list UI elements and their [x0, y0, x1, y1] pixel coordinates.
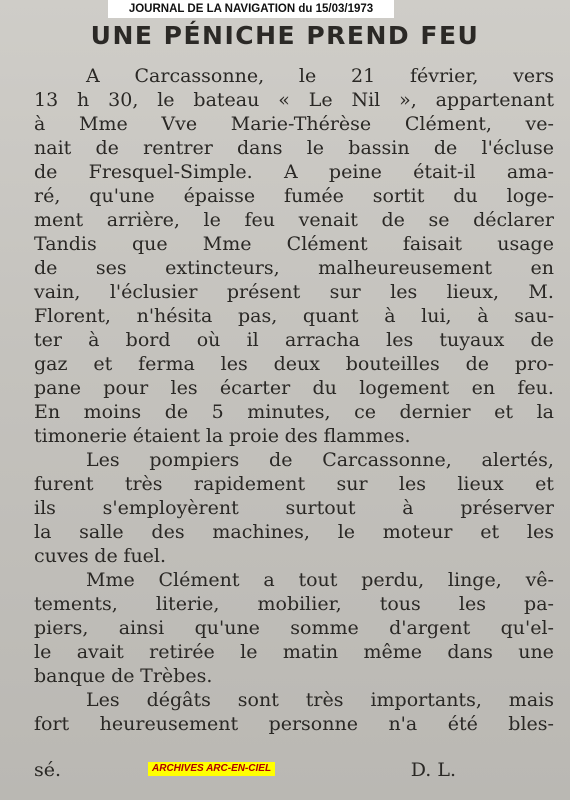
article-word: bateau	[193, 89, 260, 111]
article-word: la	[536, 401, 554, 423]
article-word: lui,	[421, 305, 452, 327]
article-word: épaisse	[183, 185, 256, 207]
article-word: en	[530, 257, 554, 279]
article-word: du	[453, 185, 478, 207]
article-word: les	[170, 377, 198, 399]
article-word: rapidement	[193, 473, 306, 495]
article-word: présent	[226, 281, 301, 303]
article-word: les	[220, 353, 248, 375]
article-word: A	[283, 161, 298, 183]
article-line	[34, 688, 554, 712]
article-word: écarter	[219, 377, 291, 399]
article-word: pa-	[524, 593, 554, 615]
article-word: qu'el-	[500, 617, 554, 639]
article-word: de	[94, 545, 118, 567]
article-word: banque	[34, 665, 106, 687]
article-word: des	[284, 425, 318, 447]
article-word: somme	[290, 617, 359, 639]
article-line	[34, 496, 554, 520]
article-word: ama-	[506, 161, 554, 183]
article-word: Carcassonne,	[134, 65, 265, 87]
article-word: préserver	[460, 497, 554, 519]
article-word: ses	[95, 257, 127, 279]
article-word: qu'une	[89, 185, 155, 207]
article-word: de	[465, 353, 489, 375]
article-word: déclarer	[473, 209, 554, 231]
article-word: Mme	[86, 569, 135, 591]
article-word: M.	[528, 281, 554, 303]
article-word: les	[398, 473, 426, 495]
article-word: Marie-Thérèse	[230, 113, 372, 135]
article-word: les	[386, 329, 414, 351]
article-body	[34, 64, 554, 736]
article-word: cuves	[34, 545, 89, 567]
article-word: 30,	[108, 89, 139, 111]
article-word: ré,	[34, 185, 61, 207]
article-word: faisait	[402, 233, 463, 255]
article-word: se	[428, 209, 450, 231]
article-word: feu.	[517, 377, 554, 399]
article-word: de	[111, 665, 135, 687]
article-word: même	[363, 641, 422, 663]
article-word: pompiers	[149, 449, 240, 471]
article-word: l'éclusier	[109, 281, 198, 303]
article-line	[34, 400, 554, 424]
article-word: pane	[34, 377, 81, 399]
article-word: le	[337, 521, 356, 543]
article-word: mobilier,	[257, 593, 342, 615]
article-word: où	[196, 329, 221, 351]
article-word: été	[447, 713, 478, 735]
article-word: Clément	[158, 569, 240, 591]
article-word: tous	[379, 593, 421, 615]
article-word: à	[477, 305, 489, 327]
article-word: extincteurs,	[165, 257, 280, 279]
article-word: fumée	[284, 185, 344, 207]
article-word: dans	[237, 137, 283, 159]
article-line	[34, 712, 554, 736]
article-word: Les	[86, 689, 120, 711]
article-line	[34, 184, 554, 208]
article-word: était-il	[413, 161, 476, 183]
article-word: le	[34, 641, 52, 663]
article-word: importants,	[370, 689, 482, 711]
article-word: dernier	[399, 401, 471, 423]
article-word: une	[518, 641, 554, 663]
article-word: sont	[237, 689, 279, 711]
article-line	[34, 328, 554, 352]
article-word: n'a	[388, 713, 418, 735]
article-word: tout	[298, 569, 338, 591]
article-word: usage	[497, 233, 554, 255]
article-word: dégâts	[146, 689, 211, 711]
article-word: pas,	[237, 305, 278, 327]
article-word: bouteilles	[345, 353, 440, 375]
article-word: bassin	[348, 137, 410, 159]
article-word: février,	[409, 65, 479, 87]
article-word: machines,	[212, 521, 310, 543]
article-word: mais	[508, 689, 554, 711]
article-line	[34, 616, 554, 640]
article-word: fort	[34, 713, 70, 735]
article-line	[34, 448, 554, 472]
article-word: les	[458, 593, 486, 615]
article-word: ter	[34, 329, 62, 351]
article-word: pro-	[514, 353, 554, 375]
article-word: d'argent	[389, 617, 471, 639]
article-word: pour	[103, 377, 149, 399]
article-word: très	[305, 689, 344, 711]
article-word: Le	[308, 89, 333, 111]
article-word: les	[526, 521, 554, 543]
article-word: de	[381, 209, 405, 231]
article-word: ils	[34, 497, 56, 519]
article-word: l'écluse	[481, 137, 554, 159]
article-word: linge,	[447, 569, 502, 591]
article-word: perdu,	[361, 569, 425, 591]
article-word: bord	[125, 329, 171, 351]
article-word: lieux	[457, 473, 504, 495]
article-word: tements,	[34, 593, 118, 615]
article-word: du	[312, 377, 337, 399]
article-word: 5	[211, 401, 224, 423]
article-word: timonerie	[34, 425, 128, 447]
article-word: heureusement	[99, 713, 239, 735]
article-word: à	[384, 305, 396, 327]
source-label: JOURNAL DE LA NAVIGATION du 15/03/1973	[108, 0, 394, 18]
article-line	[34, 592, 554, 616]
article-word: s'employèrent	[102, 497, 239, 519]
article-line	[34, 376, 554, 400]
article-word: avait	[76, 641, 124, 663]
archives-watermark-label: ARCHIVES ARC-EN-CIEL	[148, 762, 275, 776]
article-word: des	[151, 521, 185, 543]
article-word: à	[34, 113, 46, 135]
article-word: Clément,	[404, 113, 492, 135]
article-word: sur	[336, 473, 368, 495]
article-word: très	[124, 473, 163, 495]
article-line	[34, 472, 554, 496]
article-line	[34, 304, 554, 328]
article-word: moins	[83, 401, 142, 423]
article-word: nait	[34, 137, 72, 159]
article-word: gaz	[34, 353, 68, 375]
article-word: appartenant	[435, 89, 554, 111]
article-word: Mme	[79, 113, 128, 135]
article-word: a	[263, 569, 275, 591]
article-word: Mme	[202, 233, 252, 255]
article-word: rentrer	[143, 137, 213, 159]
article-footer	[34, 758, 554, 782]
article-word: matin	[282, 641, 339, 663]
article-line	[34, 160, 554, 184]
article-word: deux	[273, 353, 320, 375]
article-word: loge-	[506, 185, 554, 207]
article-word: de	[433, 137, 458, 159]
article-word: quant	[302, 305, 359, 327]
article-word: Clément	[286, 233, 368, 255]
article-word: ferma	[138, 353, 195, 375]
article-word: le	[298, 65, 317, 87]
article-word: et	[93, 353, 113, 375]
article-word: Vve	[161, 113, 198, 135]
article-word: la	[205, 425, 224, 447]
article-word: vê-	[525, 569, 554, 591]
article-word: à	[402, 497, 414, 519]
article-line	[34, 280, 554, 304]
article-word: de	[269, 449, 293, 471]
headline: UNE PÉNICHE PREND FEU	[90, 21, 480, 50]
article-word: retirée	[149, 641, 215, 663]
article-word: en	[471, 377, 496, 399]
article-word: ment	[34, 209, 84, 231]
article-word: sur	[329, 281, 361, 303]
article-word: feu	[244, 209, 275, 231]
article-line	[34, 64, 554, 88]
article-line	[34, 424, 554, 448]
article-line	[34, 520, 554, 544]
article-word: le	[306, 137, 325, 159]
article-word: arrière,	[106, 209, 180, 231]
article-word: de	[95, 137, 119, 159]
article-word: piers,	[34, 617, 89, 639]
article-word: ve-	[525, 113, 554, 135]
article-word: A	[86, 65, 100, 87]
article-word: h	[77, 89, 90, 111]
article-line	[34, 568, 554, 592]
closing-fragment: sé.	[34, 759, 62, 781]
article-word: Florent,	[34, 305, 111, 327]
article-word: furent	[34, 473, 94, 495]
article-line	[34, 664, 554, 688]
article-word: malheureusement	[318, 257, 493, 279]
article-word: Carcassonne,	[322, 449, 452, 471]
article-word: le	[203, 209, 221, 231]
article-word: n'hésita	[136, 305, 213, 327]
article-line	[34, 640, 554, 664]
article-word: à	[88, 329, 100, 351]
article-word: 13	[34, 89, 59, 111]
article-word: qu'une	[194, 617, 260, 639]
article-line	[34, 256, 554, 280]
article-word: ainsi	[118, 617, 165, 639]
article-word: vers	[513, 65, 554, 87]
article-word: Trèbes.	[140, 665, 213, 687]
article-line	[34, 136, 554, 160]
article-word: moteur	[382, 521, 453, 543]
article-word: 21	[350, 65, 376, 87]
article-word: le	[157, 89, 175, 111]
article-word: arracha	[284, 329, 360, 351]
article-word: de	[34, 161, 58, 183]
article-word: Les	[86, 449, 120, 471]
article-word: «	[278, 89, 290, 111]
article-word: flammes.	[323, 425, 411, 447]
article-word: sau-	[514, 305, 554, 327]
article-word: surtout	[285, 497, 356, 519]
article-word: proie	[228, 425, 279, 447]
article-line	[34, 88, 554, 112]
article-word: personne	[268, 713, 358, 735]
article-word: et	[494, 401, 514, 423]
article-line	[34, 232, 554, 256]
article-word: Tandis	[34, 233, 97, 255]
article-word: les	[390, 281, 418, 303]
article-word: dans	[447, 641, 493, 663]
article-line	[34, 112, 554, 136]
article-word: En	[34, 401, 61, 423]
article-word: literie,	[155, 593, 220, 615]
article-word: de	[530, 329, 554, 351]
article-word: alertés,	[481, 449, 554, 471]
article-word: salle	[79, 521, 124, 543]
article-word: Nil	[351, 89, 381, 111]
article-word: fuel.	[123, 545, 167, 567]
article-word: vain,	[34, 281, 81, 303]
article-word: logement	[359, 377, 450, 399]
article-line	[34, 352, 554, 376]
article-word: ce	[354, 401, 376, 423]
article-word: le	[240, 641, 258, 663]
article-word: de	[34, 257, 58, 279]
article-word: bles-	[508, 713, 554, 735]
article-word: »,	[399, 89, 417, 111]
article-word: étaient	[132, 425, 201, 447]
article-word: la	[34, 521, 52, 543]
article-word: et	[535, 473, 554, 495]
article-word: il	[246, 329, 259, 351]
article-word: Fresquel-Simple.	[88, 161, 253, 183]
article-word: que	[131, 233, 168, 255]
article-word: peine	[328, 161, 382, 183]
article-word: lieux,	[446, 281, 500, 303]
article-word: tuyaux	[439, 329, 505, 351]
article-word: sortit	[372, 185, 425, 207]
article-line	[34, 208, 554, 232]
article-word: et	[480, 521, 500, 543]
author-signature: D. L.	[410, 759, 456, 781]
article-word: minutes,	[247, 401, 331, 423]
article-word: venait	[298, 209, 358, 231]
article-word: de	[164, 401, 189, 423]
article-line	[34, 544, 554, 568]
